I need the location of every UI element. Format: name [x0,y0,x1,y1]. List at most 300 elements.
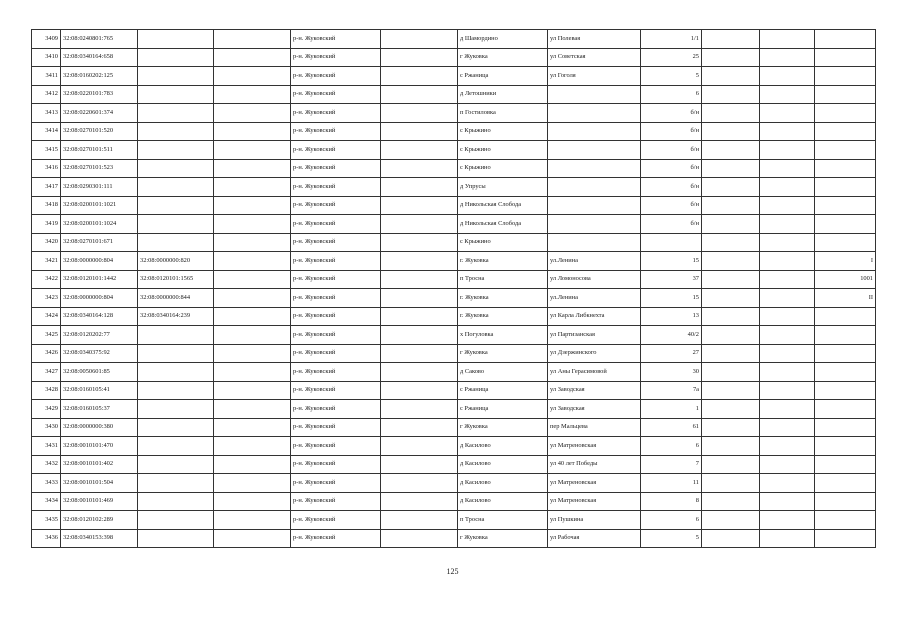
cell-empty [381,455,458,474]
table-row [32,85,876,104]
cell-district: р-н. Жуковский [291,381,381,400]
cell-old-cadastral-number [138,215,214,234]
cell-old-cadastral-number [138,196,214,215]
cell-premises-number [815,48,876,67]
cell-empty [214,85,291,104]
cell-locality: с Крыжино [458,159,548,178]
cell-empty [702,400,760,419]
cell-street: ул 40 лет Победы [548,455,641,474]
cell-row-number: 3422 [32,270,61,289]
table-body [32,30,876,548]
cell-street [548,178,641,197]
table-row [32,196,876,215]
cell-house-number: б/н [641,141,702,160]
cell-empty [760,48,815,67]
cell-empty [702,215,760,234]
cell-empty [702,529,760,548]
cell-house-number: 6 [641,85,702,104]
cell-empty [760,141,815,160]
cell-cadastral-number: 32:08:0160202:125 [61,67,138,86]
cell-premises-number [815,104,876,123]
cell-locality: г. Жуковка [458,307,548,326]
cell-empty [381,418,458,437]
cell-empty [214,141,291,160]
cell-empty [214,511,291,530]
cell-street: ул Ломоносова [548,270,641,289]
cell-street: ул Аны Герасимовой [548,363,641,382]
cell-old-cadastral-number [138,67,214,86]
table-row [32,104,876,123]
cell-house-number: б/н [641,196,702,215]
cell-empty [760,104,815,123]
cell-empty [381,511,458,530]
cell-empty [760,307,815,326]
cell-old-cadastral-number [138,178,214,197]
cell-house-number: 30 [641,363,702,382]
cell-row-number: 3434 [32,492,61,511]
table-row [32,344,876,363]
cell-empty [760,492,815,511]
cell-row-number: 3429 [32,400,61,419]
cell-street: ул Матреновская [548,474,641,493]
cell-district: р-н. Жуковский [291,344,381,363]
cell-street: ул Карла Либкнехта [548,307,641,326]
cell-district: р-н. Жуковский [291,104,381,123]
cell-empty [702,437,760,456]
cell-empty [214,48,291,67]
cell-house-number: б/н [641,215,702,234]
table-row [32,30,876,49]
cell-row-number: 3419 [32,215,61,234]
cell-empty [702,474,760,493]
cell-premises-number [815,30,876,49]
cell-row-number: 3425 [32,326,61,345]
cell-street: ул Полевая [548,30,641,49]
cell-premises-number [815,400,876,419]
cell-premises-number [815,381,876,400]
cell-old-cadastral-number [138,122,214,141]
cell-cadastral-number: 32:08:0270101:511 [61,141,138,160]
cell-locality: д Упрусы [458,178,548,197]
cell-empty [381,196,458,215]
cell-empty [702,104,760,123]
cell-empty [381,48,458,67]
cell-empty [760,85,815,104]
cell-street: ул Рабочая [548,529,641,548]
table-row [32,400,876,419]
cell-empty [760,455,815,474]
cell-street: ул Партизанская [548,326,641,345]
cell-cadastral-number: 32:08:0340153:398 [61,529,138,548]
cell-empty [702,178,760,197]
cell-empty [760,67,815,86]
cell-premises-number [815,159,876,178]
cell-empty [214,455,291,474]
cell-house-number: 11 [641,474,702,493]
cell-cadastral-number: 32:08:0240801:765 [61,30,138,49]
cell-district: р-н. Жуковский [291,67,381,86]
cell-empty [760,233,815,252]
cell-empty [702,307,760,326]
cell-empty [702,418,760,437]
table-row [32,67,876,86]
cell-locality: д Саково [458,363,548,382]
cell-cadastral-number: 32:08:0010101:469 [61,492,138,511]
cell-premises-number [815,307,876,326]
cell-old-cadastral-number: 32:08:0000000:820 [138,252,214,271]
cell-district: р-н. Жуковский [291,141,381,160]
cell-empty [760,511,815,530]
cell-district: р-н. Жуковский [291,529,381,548]
cell-row-number: 3421 [32,252,61,271]
cell-empty [381,159,458,178]
cell-old-cadastral-number [138,529,214,548]
table-row [32,270,876,289]
cell-empty [702,363,760,382]
cell-empty [214,215,291,234]
cell-empty [381,85,458,104]
cell-empty [702,30,760,49]
cell-street: ул.Ленина [548,252,641,271]
cell-empty [381,307,458,326]
cell-locality: г Жуковка [458,418,548,437]
cell-locality: г. Жуковка [458,252,548,271]
cell-old-cadastral-number [138,159,214,178]
cell-house-number: 5 [641,529,702,548]
cell-empty [381,67,458,86]
table-row [32,122,876,141]
cell-locality: с Ржаница [458,67,548,86]
cell-empty [214,381,291,400]
cell-street: ул Пушкина [548,511,641,530]
cell-empty [214,104,291,123]
cell-empty [702,252,760,271]
cell-old-cadastral-number [138,30,214,49]
cell-house-number: б/н [641,122,702,141]
cell-cadastral-number: 32:08:0340164:128 [61,307,138,326]
cell-locality: д Летошники [458,85,548,104]
cell-old-cadastral-number [138,511,214,530]
cell-cadastral-number: 32:08:0000000:804 [61,252,138,271]
cell-empty [760,529,815,548]
cell-empty [214,67,291,86]
cell-street: ул Заводская [548,381,641,400]
cell-empty [214,307,291,326]
cell-premises-number [815,511,876,530]
cell-house-number: 40/2 [641,326,702,345]
cell-street [548,122,641,141]
cell-empty [702,326,760,345]
table-row [32,492,876,511]
cell-district: р-н. Жуковский [291,30,381,49]
cell-empty [381,215,458,234]
cell-empty [702,233,760,252]
cell-premises-number [815,418,876,437]
cell-row-number: 3432 [32,455,61,474]
table-row [32,289,876,308]
cell-house-number: 27 [641,344,702,363]
cell-district: р-н. Жуковский [291,418,381,437]
cell-empty [760,474,815,493]
cell-premises-number [815,437,876,456]
cell-locality: д Никольская Слобода [458,196,548,215]
cell-empty [702,141,760,160]
cell-premises-number [815,529,876,548]
cell-row-number: 3427 [32,363,61,382]
cell-district: р-н. Жуковский [291,326,381,345]
cell-empty [702,455,760,474]
cell-locality: г Жуковка [458,344,548,363]
cell-cadastral-number: 32:08:0270101:520 [61,122,138,141]
cell-district: р-н. Жуковский [291,492,381,511]
cell-empty [702,270,760,289]
table-row [32,141,876,160]
cell-house-number [641,233,702,252]
cell-premises-number [815,178,876,197]
cell-district: р-н. Жуковский [291,437,381,456]
cell-premises-number [815,326,876,345]
cell-street [548,233,641,252]
cell-old-cadastral-number [138,48,214,67]
cell-cadastral-number: 32:08:0200101:1024 [61,215,138,234]
cell-locality: г. Жуковка [458,289,548,308]
cell-cadastral-number: 32:08:0160105:37 [61,400,138,419]
cell-locality: с Крыжино [458,141,548,160]
cell-old-cadastral-number: 32:08:0120101:1565 [138,270,214,289]
cell-street: пер Мальцева [548,418,641,437]
cell-district: р-н. Жуковский [291,270,381,289]
cell-premises-number [815,474,876,493]
cell-old-cadastral-number [138,474,214,493]
cell-locality: с Ржаница [458,381,548,400]
cell-cadastral-number: 32:08:0010101:470 [61,437,138,456]
cell-empty [760,178,815,197]
cell-empty [381,326,458,345]
cell-premises-number [815,122,876,141]
cell-street: ул Гоголя [548,67,641,86]
cell-district: р-н. Жуковский [291,307,381,326]
cell-empty [214,492,291,511]
cell-row-number: 3431 [32,437,61,456]
cell-street: ул Матреновская [548,437,641,456]
cell-premises-number [815,215,876,234]
cell-row-number: 3430 [32,418,61,437]
cell-cadastral-number: 32:08:0290301:111 [61,178,138,197]
cell-district: р-н. Жуковский [291,48,381,67]
table-row [32,363,876,382]
cell-old-cadastral-number [138,141,214,160]
cell-empty [381,400,458,419]
cell-premises-number [815,455,876,474]
cell-old-cadastral-number: 32:08:0340164:239 [138,307,214,326]
cell-house-number: 6 [641,511,702,530]
cell-street [548,104,641,123]
cell-empty [381,178,458,197]
table-row [32,252,876,271]
cell-house-number: 6 [641,437,702,456]
cell-empty [214,159,291,178]
table-row [32,474,876,493]
cell-empty [214,474,291,493]
cell-empty [381,30,458,49]
cell-premises-number [815,196,876,215]
cell-locality: с Крыжино [458,122,548,141]
cell-row-number: 3420 [32,233,61,252]
cell-locality: п Тросна [458,270,548,289]
cell-cadastral-number: 32:08:0050601:85 [61,363,138,382]
cell-row-number: 3411 [32,67,61,86]
cell-locality: д Никольская Слобода [458,215,548,234]
cell-empty [702,492,760,511]
cell-old-cadastral-number: 32:08:0000000:844 [138,289,214,308]
cell-house-number: 13 [641,307,702,326]
cell-premises-number [815,363,876,382]
cell-locality: п Тросна [458,511,548,530]
cell-empty [214,178,291,197]
cell-row-number: 3413 [32,104,61,123]
cell-premises-number [815,141,876,160]
cell-empty [702,511,760,530]
cell-street: ул Советская [548,48,641,67]
cell-empty [214,122,291,141]
cell-empty [381,270,458,289]
cell-old-cadastral-number [138,363,214,382]
cell-street: ул.Ленина [548,289,641,308]
cell-empty [702,196,760,215]
cell-empty [214,30,291,49]
cell-empty [381,381,458,400]
cell-empty [381,252,458,271]
cell-street: ул Матреновская [548,492,641,511]
cell-empty [760,252,815,271]
cell-premises-number [815,344,876,363]
table-row [32,159,876,178]
cell-empty [760,215,815,234]
cell-empty [760,344,815,363]
cell-house-number: 37 [641,270,702,289]
cell-premises-number [815,67,876,86]
table-row [32,215,876,234]
cell-street [548,141,641,160]
cell-row-number: 3417 [32,178,61,197]
cell-empty [214,289,291,308]
cell-empty [214,529,291,548]
cell-district: р-н. Жуковский [291,85,381,104]
cell-cadastral-number: 32:08:0340375:92 [61,344,138,363]
cell-empty [760,159,815,178]
cell-empty [381,233,458,252]
cell-empty [214,326,291,345]
cell-empty [214,233,291,252]
cell-row-number: 3428 [32,381,61,400]
cell-empty [702,48,760,67]
cell-old-cadastral-number [138,344,214,363]
cell-empty [214,363,291,382]
cell-district: р-н. Жуковский [291,196,381,215]
cell-house-number: 1/1 [641,30,702,49]
cell-locality: д Касилово [458,455,548,474]
cell-cadastral-number: 32:08:0340164:658 [61,48,138,67]
table-row [32,437,876,456]
table-row [32,529,876,548]
cell-empty [381,492,458,511]
cell-locality: с Крыжино [458,233,548,252]
cell-locality: г Жуковка [458,529,548,548]
cell-empty [381,529,458,548]
cell-empty [381,141,458,160]
cell-premises-number: 1001 [815,270,876,289]
cell-house-number: 15 [641,289,702,308]
cell-premises-number [815,492,876,511]
cell-row-number: 3423 [32,289,61,308]
cell-empty [760,400,815,419]
table-row [32,48,876,67]
cell-empty [381,344,458,363]
cell-premises-number [815,85,876,104]
cell-old-cadastral-number [138,104,214,123]
cell-district: р-н. Жуковский [291,159,381,178]
cell-street [548,196,641,215]
cell-street [548,85,641,104]
cell-old-cadastral-number [138,418,214,437]
cell-empty [760,122,815,141]
table-row [32,381,876,400]
cell-row-number: 3412 [32,85,61,104]
table-row [32,178,876,197]
cell-empty [760,363,815,382]
cell-empty [760,326,815,345]
cell-row-number: 3410 [32,48,61,67]
cell-district: р-н. Жуковский [291,233,381,252]
cell-house-number: 15 [641,252,702,271]
cell-empty [702,67,760,86]
cell-row-number: 3426 [32,344,61,363]
cell-locality: д Касилово [458,492,548,511]
cell-cadastral-number: 32:08:0160105:41 [61,381,138,400]
cell-cadastral-number: 32:08:0000000:804 [61,289,138,308]
cell-house-number: 7а [641,381,702,400]
cell-empty [702,159,760,178]
cell-cadastral-number: 32:08:0000000:380 [61,418,138,437]
cell-row-number: 3414 [32,122,61,141]
table-row [32,511,876,530]
cell-house-number: 8 [641,492,702,511]
cell-house-number: б/н [641,178,702,197]
cell-empty [702,85,760,104]
cell-old-cadastral-number [138,85,214,104]
cell-cadastral-number: 32:08:0220601:374 [61,104,138,123]
cell-house-number: б/н [641,159,702,178]
cell-old-cadastral-number [138,400,214,419]
cell-locality: г Жуковка [458,48,548,67]
cell-empty [702,122,760,141]
cell-empty [760,196,815,215]
cell-empty [214,252,291,271]
cell-row-number: 3415 [32,141,61,160]
cell-empty [214,270,291,289]
cell-empty [214,418,291,437]
cell-old-cadastral-number [138,326,214,345]
cell-house-number: 1 [641,400,702,419]
table-row [32,307,876,326]
cell-row-number: 3433 [32,474,61,493]
cell-cadastral-number: 32:08:0270101:671 [61,233,138,252]
cell-street [548,159,641,178]
cell-empty [214,344,291,363]
cell-row-number: 3436 [32,529,61,548]
cell-house-number: 61 [641,418,702,437]
cell-house-number: 25 [641,48,702,67]
